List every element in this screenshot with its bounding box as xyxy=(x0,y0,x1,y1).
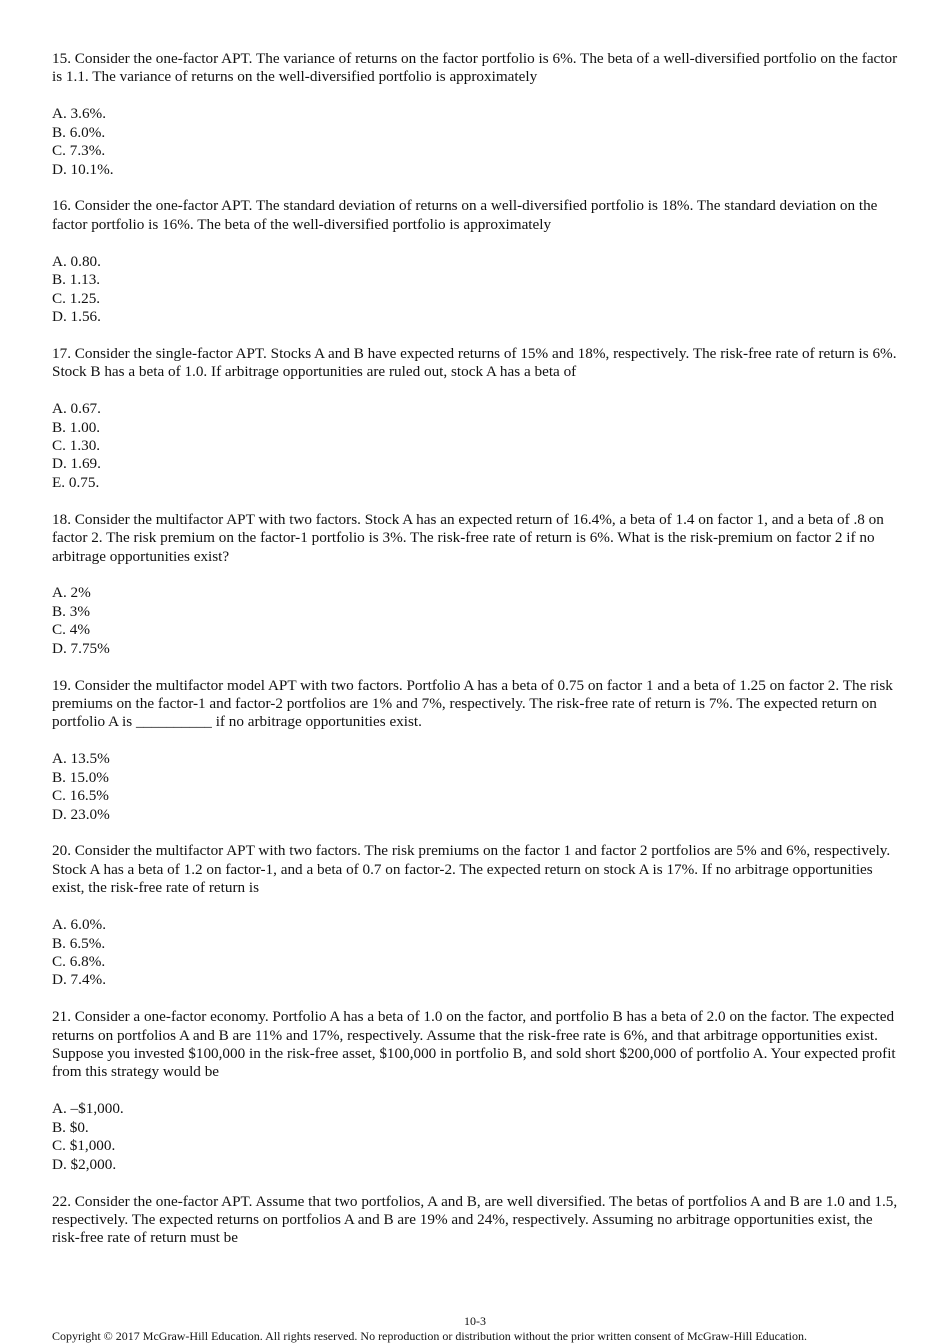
question-16 xyxy=(52,197,902,326)
answer-option: D. 10.1%. xyxy=(52,160,114,178)
answer-option: D. 1.69. xyxy=(52,455,101,473)
question-22 xyxy=(52,1193,902,1248)
question-18 xyxy=(52,511,902,658)
answer-option: B. 1.13. xyxy=(52,271,101,289)
question-stem: 17. Consider the single-factor APT. Stocks A and B have expected returns of 15% and 18%, respectively. The risk-free rate of return is 6%. Stock B has a beta of 1.0. If arbitrage opportunities are ruled out, stock A has a beta of xyxy=(52,344,897,381)
question-19 xyxy=(52,677,902,824)
answer-option: C. 1.30. xyxy=(52,437,101,454)
question-stem: 15. Consider the one-factor APT. The variance of returns on the factor portfolio is 6%. The beta of a well-diversified portfolio on the factor is 1.1. The variance of returns on the well-diversified portfolio is approximately xyxy=(52,50,898,86)
answer-option: D. 1.56. xyxy=(52,307,101,325)
answer-option: B. 1.00. xyxy=(52,418,101,436)
answer-option: D. 7.4%. xyxy=(52,971,106,989)
answer-option: C. 16.5% xyxy=(52,787,109,805)
answer-option: C. 7.3%. xyxy=(52,142,106,160)
answer-option: E. 0.75. xyxy=(52,473,100,491)
answer-option: A. 3.6%. xyxy=(52,105,106,123)
answer-option: C. 6.8%. xyxy=(52,952,106,970)
answer-option: A. 0.67. xyxy=(52,400,101,418)
answer-option: B. $0. xyxy=(52,1118,89,1136)
answer-option: A. 2% xyxy=(52,584,91,602)
question-17 xyxy=(52,345,902,492)
question-stem: 16. Consider the one-factor APT. The standard deviation of returns on a well-diversified portfolio is 18%. The standard deviation on the factor portfolio is 16%. The beta of the well-diversified portfolio is approximately xyxy=(52,197,878,233)
question-20 xyxy=(52,842,902,989)
question-stem: 21. Consider a one-factor economy. Portfolio A has a beta of 1.0 on the factor, and portfolio B has a beta of 2.0 on the factor. The expected returns on portfolios A and B are 11% and 17%, respectively. Assume that the risk-free rate is 6%, and that arbitrage opportunities exist. Suppose you invested $100,000 in the risk-free asset, $100,000 in portfolio B, and sold short $200,000 of portfolio A. Your expected profit from this strategy would be xyxy=(52,1008,896,1081)
answer-option: A. –$1,000. xyxy=(52,1100,124,1118)
answer-option: B. 15.0% xyxy=(52,768,109,786)
answer-option: B. 3% xyxy=(52,602,90,620)
question-stem: 19. Consider the multifactor model APT with two factors. Portfolio A has a beta of 0.75 on factor 1 and a beta of 1.25 on factor 2. The risk premiums on the factor-1 and factor-2 portfolios are 1% and 7%, respectively. The risk-free rate of return is 7%. The expected return on portfolio A is __________ if no arbitrage opportunities exist. xyxy=(52,676,893,731)
question-list xyxy=(52,50,902,1266)
answer-option: D. 7.75% xyxy=(52,639,110,657)
answer-option: A. 6.0%. xyxy=(52,916,106,934)
copyright-notice: Copyright © 2017 McGraw-Hill Education. All rights reserved. No reproduction or distribution without the prior written consent of McGraw-Hill Education. xyxy=(52,1329,807,1343)
question-15 xyxy=(52,50,902,179)
answer-option: B. 6.5%. xyxy=(52,934,106,952)
page-number: 10-3 xyxy=(464,1314,486,1328)
answer-option: D. $2,000. xyxy=(52,1155,117,1173)
answer-option: C. 4% xyxy=(52,621,90,639)
answer-option: B. 6.0%. xyxy=(52,123,106,141)
answer-option: A. 0.80. xyxy=(52,252,101,270)
answer-option: A. 13.5% xyxy=(52,750,110,768)
question-stem: 18. Consider the multifactor APT with two factors. Stock A has an expected return of 16.4%, a beta of 1.4 on factor 1, and a beta of .8 on factor 2. The risk premium on the factor-1 portfolio is 3%. The risk-free rate of return is 6%. What is the risk-premium on factor 2 if no arbitrage opportunities exist? xyxy=(52,510,884,565)
answer-option: C. $1,000. xyxy=(52,1137,116,1155)
question-stem: 22. Consider the one-factor APT. Assume that two portfolios, A and B, are well diversified. The betas of portfolios A and B are 1.0 and 1.5, respectively. The expected returns on portfolios A and B are 19% and 24%, respectively. Assuming no arbitrage opportunities exist, the risk-free rate of return must be xyxy=(52,1192,898,1247)
answer-option: C. 1.25. xyxy=(52,289,101,307)
answer-option: D. 23.0% xyxy=(52,805,110,823)
question-21 xyxy=(52,1008,902,1174)
question-stem: 20. Consider the multifactor APT with two factors. The risk premiums on the factor 1 and factor 2 portfolios are 5% and 6%, respectively. Stock A has a beta of 1.2 on factor-1, and a beta of 0.7 on factor-2. The expected return on stock A is 17%. If no arbitrage opportunities exist, the risk-free rate of return is xyxy=(52,842,891,897)
